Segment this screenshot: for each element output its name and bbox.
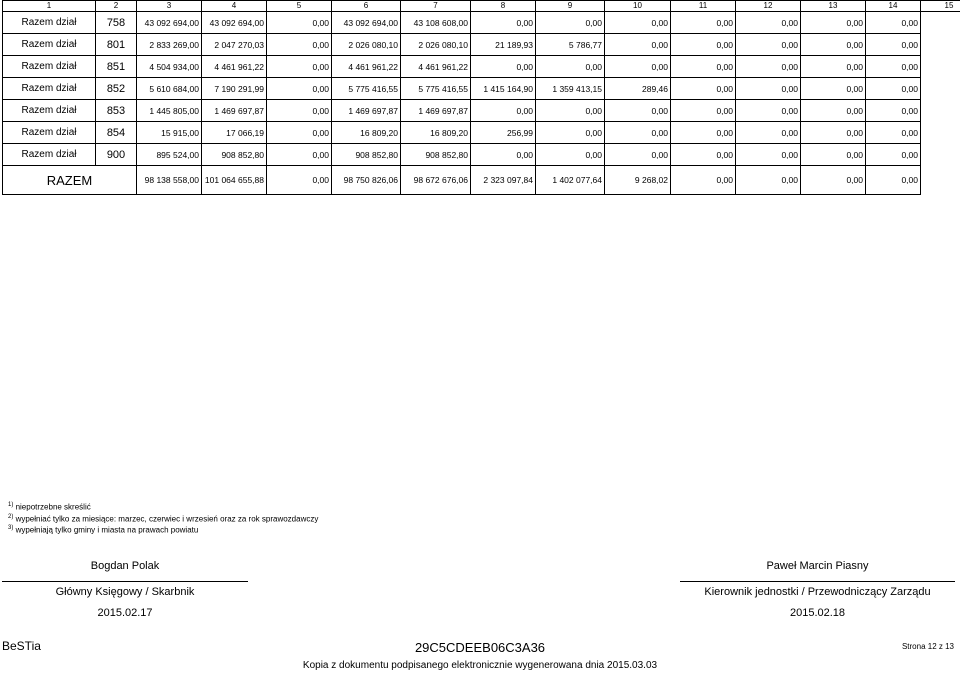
table-cell: 0,00 [801,34,866,56]
header-row [3,1,960,12]
table-cell: 0,00 [267,56,332,78]
signature-right-name: Paweł Marcin Piasny [766,560,869,572]
footnote-3: $^{3)}$ wypełniają tylko gminy i miasta na prawach powiatu [8,525,199,535]
column-header: 12 [736,1,801,12]
table-cell: 0,00 [801,12,866,34]
row-label: Razem dział [3,12,96,34]
row-label: Razem dział [3,144,96,166]
table-cell: 0,00 [866,122,921,144]
table-cell: 0,00 [866,34,921,56]
table-cell: 1 469 697,87 [332,100,401,122]
table-cell: 289,46 [605,78,671,100]
table-cell: 0,00 [866,12,921,34]
table-cell: 43 108 608,00 [401,12,471,34]
table-cell: 908 852,80 [202,144,267,166]
dzial-code: 900 [96,144,137,166]
table-cell: 1 415 164,90 [471,78,536,100]
table-cell: 4 461 961,22 [332,56,401,78]
table-cell: 0,00 [801,56,866,78]
signature-left-name: Bogdan Polak [90,560,160,572]
column-header: 6 [332,1,401,12]
table-cell: 0,00 [736,100,801,122]
table-cell: 0,00 [267,144,332,166]
table-cell: 4 461 961,22 [202,56,267,78]
table-cell: 0,00 [736,78,801,100]
table-cell: 0,00 [605,100,671,122]
total-cell: 9 268,02 [605,166,671,195]
document-code: 29C5CDEEB06C3A36 [414,640,546,655]
table-cell: 0,00 [471,100,536,122]
table-row [3,56,960,78]
dzial-code: 801 [96,34,137,56]
table-cell: 0,00 [605,56,671,78]
table-cell: 5 786,77 [536,34,605,56]
table-row [3,12,960,34]
row-label: Razem dział [3,122,96,144]
total-cell: 101 064 655,88 [202,166,267,195]
table-cell: 0,00 [671,12,736,34]
table-cell: 0,00 [736,12,801,34]
table-cell: 4 461 961,22 [401,56,471,78]
table-cell: 0,00 [605,34,671,56]
column-header: 13 [801,1,866,12]
signature-right-date: 2015.02.18 [789,607,846,619]
total-cell: 98 138 558,00 [137,166,202,195]
column-header: 14 [866,1,921,12]
total-cell: 1 402 077,64 [536,166,605,195]
total-cell: 98 672 676,06 [401,166,471,195]
report-table [2,0,960,195]
copy-note: Kopia z dokumentu podpisanego elektronicznie wygenerowana dnia 2015.03.03 [302,660,658,671]
table-cell: 0,00 [536,122,605,144]
signature-left-line [2,581,248,582]
table-cell: 5 775 416,55 [401,78,471,100]
table-cell: 43 092 694,00 [137,12,202,34]
dzial-code: 758 [96,12,137,34]
table-cell: 1 469 697,87 [202,100,267,122]
table-cell: 0,00 [471,56,536,78]
column-header: 7 [401,1,471,12]
dzial-code: 854 [96,122,137,144]
table-cell: 5 610 684,00 [137,78,202,100]
table-cell: 0,00 [866,144,921,166]
column-header: 10 [605,1,671,12]
row-label: Razem dział [3,34,96,56]
total-cell: 0,00 [736,166,801,195]
dzial-code: 851 [96,56,137,78]
table-cell: 16 809,20 [401,122,471,144]
table-cell: 0,00 [671,100,736,122]
table-cell: 0,00 [671,34,736,56]
table-cell: 0,00 [736,34,801,56]
total-row [3,166,960,195]
table-cell: 0,00 [671,78,736,100]
dzial-code: 853 [96,100,137,122]
table-cell: 0,00 [471,144,536,166]
row-label: Razem dział [3,56,96,78]
dzial-code: 852 [96,78,137,100]
table-cell: 1 445 805,00 [137,100,202,122]
column-header: 15 [921,1,960,12]
total-cell: 0,00 [866,166,921,195]
signature-left-date: 2015.02.17 [97,607,153,619]
table-cell: 0,00 [736,56,801,78]
column-header: 4 [202,1,267,12]
total-label: RAZEM [3,166,137,195]
column-header: 3 [137,1,202,12]
column-header: 8 [471,1,536,12]
table-cell: 0,00 [471,12,536,34]
table-cell: 0,00 [866,100,921,122]
table-cell: 15 915,00 [137,122,202,144]
table-cell: 0,00 [536,144,605,166]
table-row [3,34,960,56]
page-number: Strona 12 z 13 [901,642,954,651]
table-cell: 0,00 [267,100,332,122]
signature-right-line [680,581,955,582]
total-cell: 2 323 097,84 [471,166,536,195]
table-cell: 17 066,19 [202,122,267,144]
footnote-1: $^{1)}$ niepotrzebne skreślić [8,502,91,512]
table-cell: 908 852,80 [401,144,471,166]
table-row [3,100,960,122]
table-row [3,144,960,166]
table-cell: 895 524,00 [137,144,202,166]
table-cell: 0,00 [736,144,801,166]
table-cell: 43 092 694,00 [202,12,267,34]
table-cell: 0,00 [267,122,332,144]
table-cell: 21 189,93 [471,34,536,56]
row-label: Razem dział [3,100,96,122]
table-cell: 0,00 [267,34,332,56]
table-cell: 0,00 [605,144,671,166]
signature-right-role: Kierownik jednostki / Przewodniczący Zarządu [704,586,931,598]
table-cell: 0,00 [671,56,736,78]
table-cell: 0,00 [801,122,866,144]
table-cell: 0,00 [536,100,605,122]
table-cell: 2 026 080,10 [401,34,471,56]
table-cell: 908 852,80 [332,144,401,166]
column-header: 2 [96,1,137,12]
app-name: BeSTia [2,639,41,653]
table-cell: 5 775 416,55 [332,78,401,100]
table-cell: 7 190 291,99 [202,78,267,100]
table-cell: 2 047 270,03 [202,34,267,56]
table-cell: 0,00 [267,12,332,34]
column-header: 9 [536,1,605,12]
table-cell: 2 026 080,10 [332,34,401,56]
table-cell: 0,00 [736,122,801,144]
column-header: 11 [671,1,736,12]
table-cell: 4 504 934,00 [137,56,202,78]
total-cell: 98 750 826,06 [332,166,401,195]
footnote-2: $^{2)}$ wypełniać tylko za miesiące: marzec, czerwiec i wrzesień oraz za rok sprawozdawczy [8,514,319,524]
row-label: Razem dział [3,78,96,100]
table-cell: 0,00 [866,78,921,100]
table-cell: 256,99 [471,122,536,144]
table-cell: 0,00 [605,12,671,34]
column-header: 1 [3,1,96,12]
table-cell: 0,00 [801,100,866,122]
table-cell: 0,00 [536,12,605,34]
table-row [3,122,960,144]
table-cell: 0,00 [605,122,671,144]
table-cell: 0,00 [866,56,921,78]
table-cell: 0,00 [801,78,866,100]
table-cell: 0,00 [267,78,332,100]
table-cell: 43 092 694,00 [332,12,401,34]
total-cell: 0,00 [671,166,736,195]
column-header: 5 [267,1,332,12]
total-cell: 0,00 [267,166,332,195]
total-cell: 0,00 [801,166,866,195]
table-cell: 2 833 269,00 [137,34,202,56]
signature-left-role: Główny Księgowy / Skarbnik [55,586,195,598]
table-cell: 0,00 [536,56,605,78]
table-cell: 0,00 [671,122,736,144]
table-cell: 16 809,20 [332,122,401,144]
table-row [3,78,960,100]
table-cell: 0,00 [671,144,736,166]
table-cell: 0,00 [801,144,866,166]
table-cell: 1 469 697,87 [401,100,471,122]
table-cell: 1 359 413,15 [536,78,605,100]
